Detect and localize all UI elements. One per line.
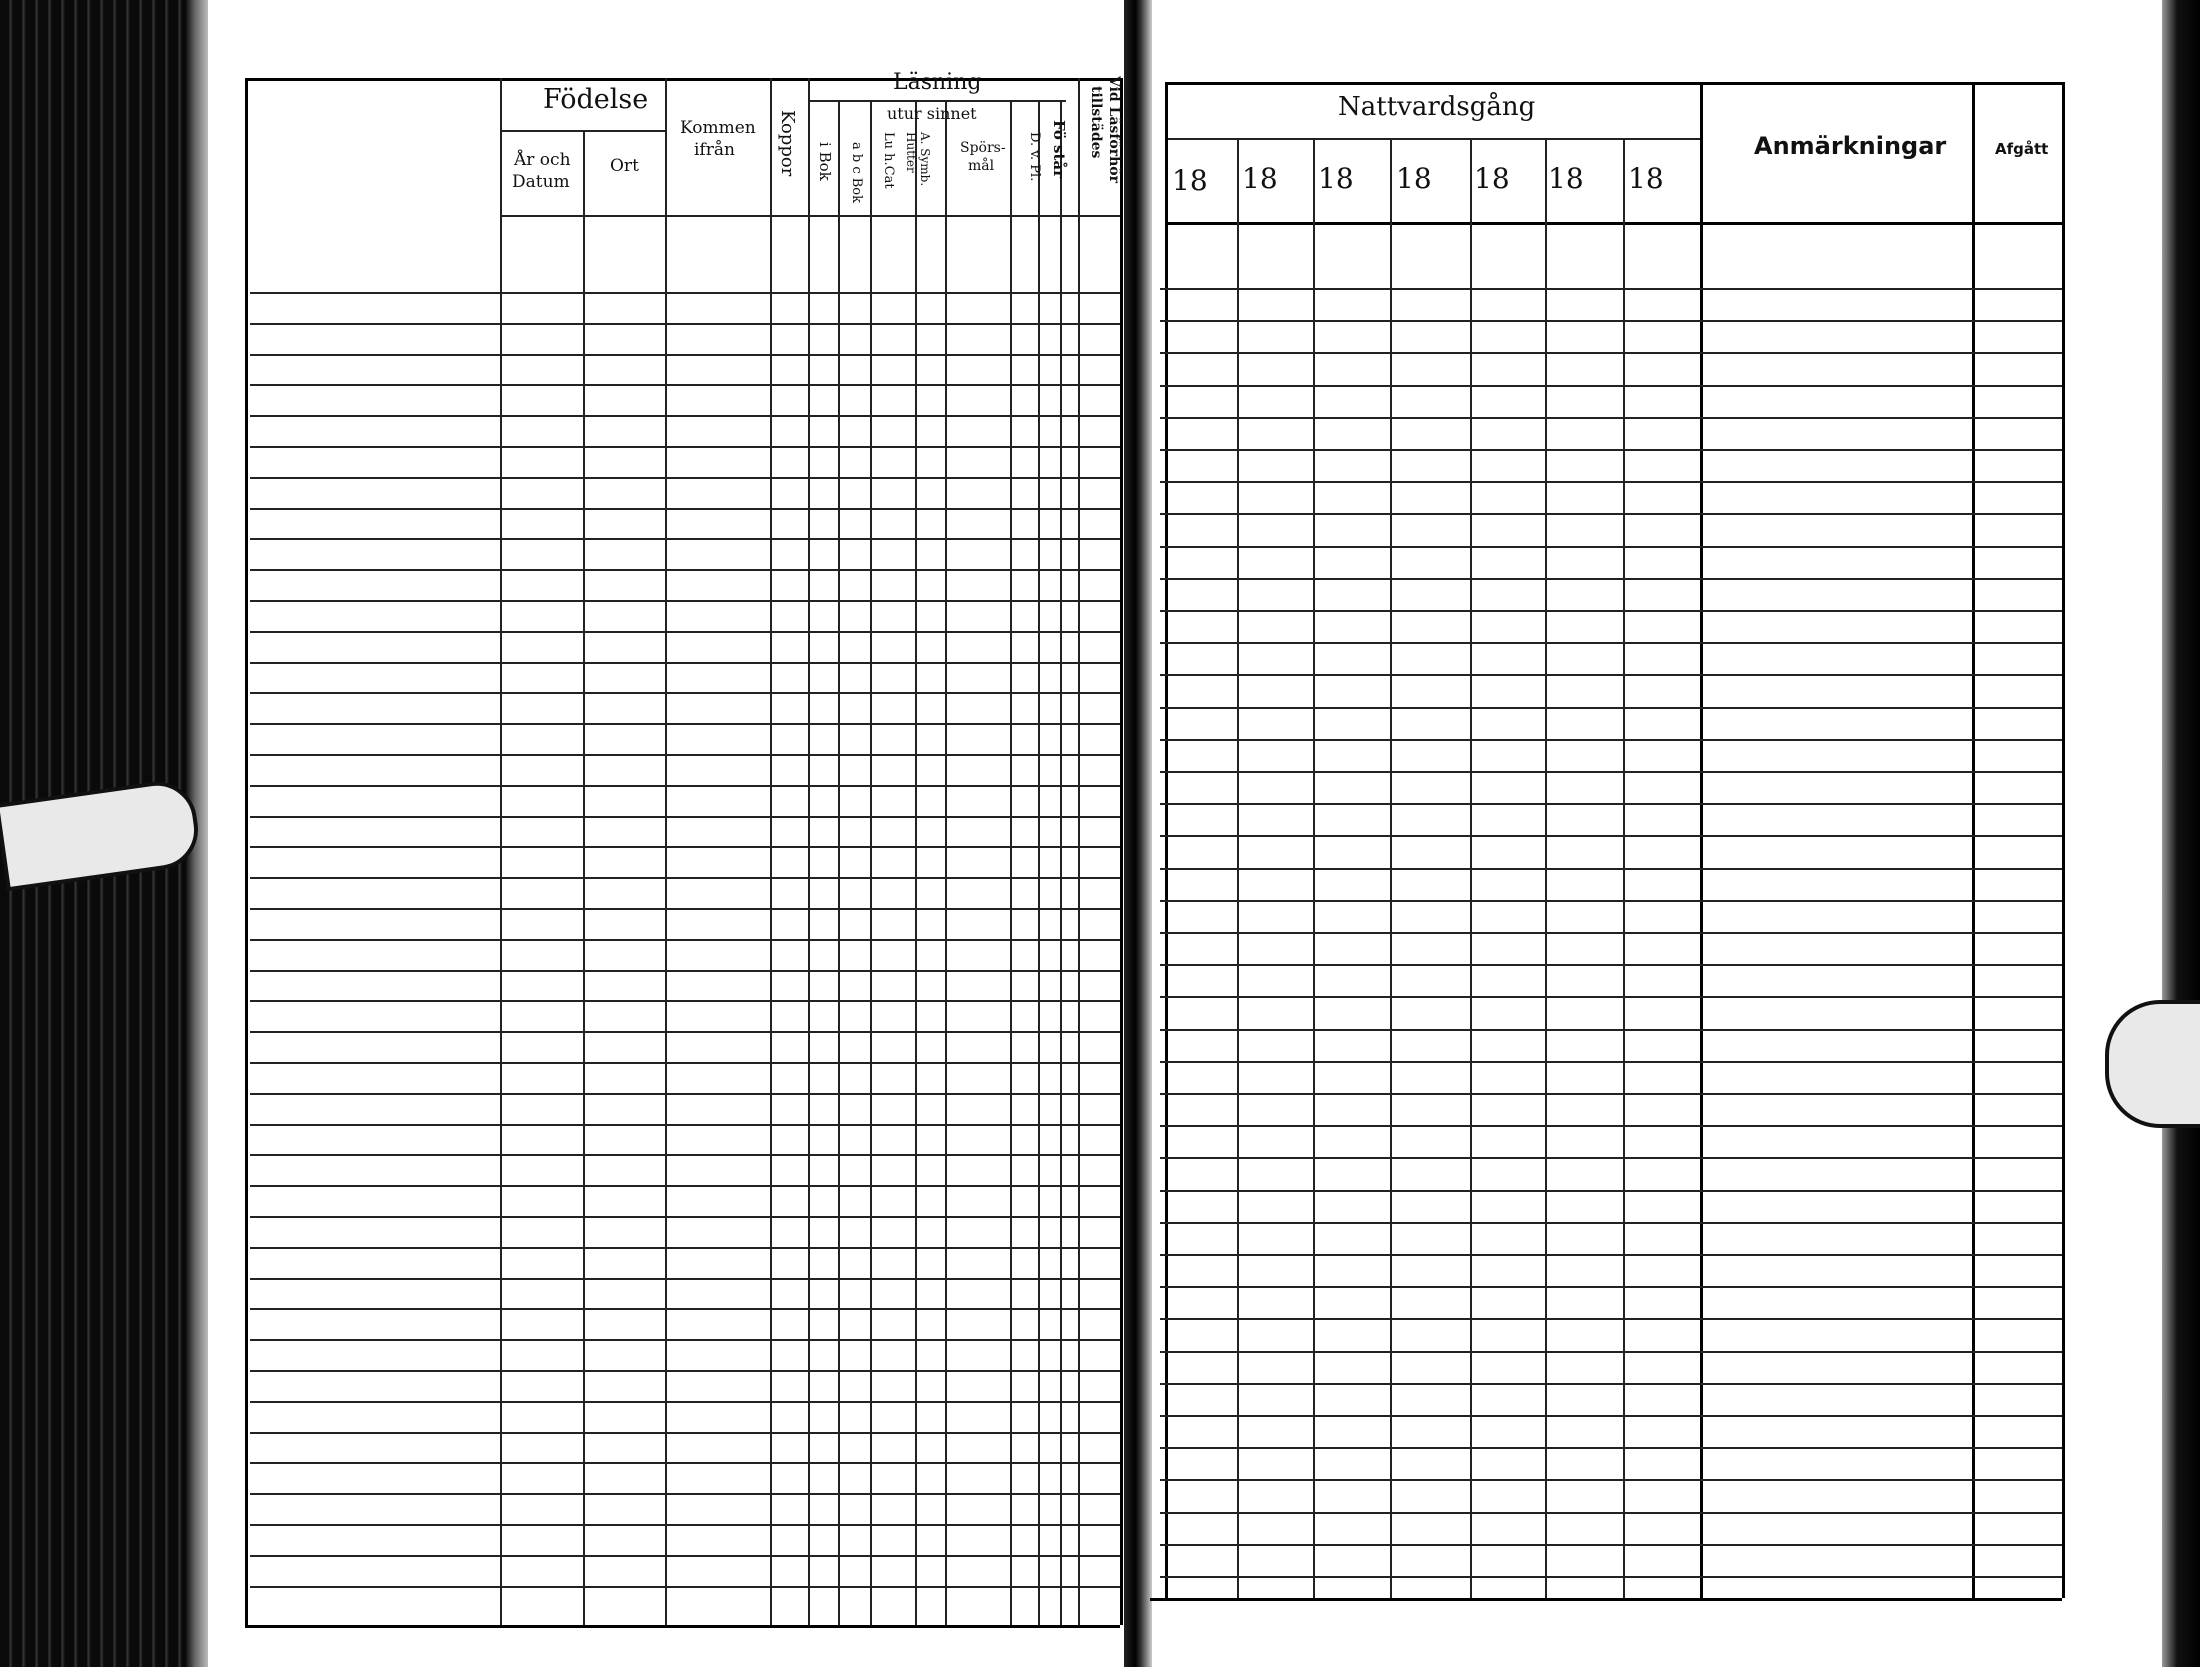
right-row-rule — [1160, 1479, 2062, 1481]
right-row-rule — [1160, 352, 2062, 354]
left-col-rule — [915, 100, 917, 1625]
left-header-rule — [500, 215, 1120, 217]
header-year-3: 18 — [1318, 162, 1354, 195]
left-col-rule — [665, 78, 667, 1625]
left-row-rule — [250, 1432, 1120, 1434]
right-row-rule — [1160, 739, 2062, 741]
left-row-rule — [250, 816, 1120, 818]
left-row-rule — [250, 1493, 1120, 1495]
left-col-rule — [1078, 78, 1080, 1625]
right-nattvard-subrule — [1165, 138, 1700, 140]
right-row-rule — [1160, 707, 2062, 709]
right-row-rule — [1160, 1286, 2062, 1288]
left-row-rule — [250, 292, 1120, 294]
right-row-rule — [1160, 964, 2062, 966]
left-col-rule — [808, 78, 810, 1625]
left-row-rule — [250, 1062, 1120, 1064]
right-row-rule — [1160, 578, 2062, 580]
header-year-4: 18 — [1396, 162, 1432, 195]
right-bottom-rule — [1150, 1598, 2062, 1601]
left-row-rule — [250, 908, 1120, 910]
right-col-rule — [1165, 82, 1168, 1598]
header-sporsmal-1: Spörs- — [960, 140, 1006, 156]
header-ar-och: År och — [514, 150, 571, 170]
right-row-rule — [1160, 1351, 2062, 1353]
left-row-rule — [250, 785, 1120, 787]
right-row-rule — [1160, 835, 2062, 837]
left-row-rule — [250, 1462, 1120, 1464]
right-row-rule — [1160, 868, 2062, 870]
left-row-rule — [250, 1524, 1120, 1526]
left-row-rule — [250, 1093, 1120, 1095]
left-row-rule — [250, 970, 1120, 972]
header-sporsmal-2: mål — [968, 158, 995, 174]
header-year-6: 18 — [1548, 162, 1584, 195]
left-row-rule — [250, 538, 1120, 540]
header-kommen: Kommen — [680, 118, 756, 138]
left-row-rule — [250, 600, 1120, 602]
header-afgatt: Afgått — [1995, 140, 2049, 158]
right-row-rule — [1160, 1254, 2062, 1256]
right-row-rule — [1160, 385, 2062, 387]
left-row-rule — [250, 1308, 1120, 1310]
header-d-v-pl: D. v. Pl. — [1027, 132, 1042, 182]
left-row-rule — [250, 1216, 1120, 1218]
left-row-rule — [250, 1586, 1120, 1588]
left-top-rule — [245, 78, 1120, 81]
left-row-rule — [250, 1247, 1120, 1249]
right-row-rule — [1160, 1415, 2062, 1417]
right-row-rule — [1160, 1093, 2062, 1095]
left-row-rule — [250, 1339, 1120, 1341]
right-col-rule — [2062, 82, 2065, 1598]
left-row-rule — [250, 877, 1120, 879]
header-utur-sinnet: utur sinnet — [887, 104, 977, 123]
left-row-rule — [250, 415, 1120, 417]
left-row-rule — [250, 477, 1120, 479]
right-row-rule — [1160, 932, 2062, 934]
right-top-rule — [1165, 82, 2062, 85]
left-row-rule — [250, 723, 1120, 725]
right-row-rule — [1160, 1190, 2062, 1192]
right-row-rule — [1160, 1383, 2062, 1385]
left-row-rule — [250, 846, 1120, 848]
header-i-bok: i Bok — [816, 142, 834, 181]
header-year-5: 18 — [1474, 162, 1510, 195]
right-row-rule — [1160, 513, 2062, 515]
left-row-rule — [250, 1370, 1120, 1372]
right-row-rule — [1160, 1544, 2062, 1546]
header-vid-lasforhor: Vid Läsförhör — [1106, 76, 1122, 184]
right-col-rule — [1700, 82, 1703, 1598]
left-row-rule — [250, 1401, 1120, 1403]
left-col-rule — [1010, 100, 1012, 1625]
right-row-rule — [1160, 610, 2062, 612]
right-row-rule — [1160, 1157, 2062, 1159]
left-col-rule — [245, 78, 248, 1625]
left-row-rule — [250, 692, 1120, 694]
right-row-rule — [1160, 1125, 2062, 1127]
right-row-rule — [1160, 449, 2062, 451]
left-col-rule — [945, 100, 947, 1625]
header-year-1: 18 — [1172, 164, 1208, 197]
right-row-rule — [1160, 642, 2062, 644]
right-row-rule — [1160, 803, 2062, 805]
left-row-rule — [250, 1000, 1120, 1002]
right-row-rule — [1160, 771, 2062, 773]
header-ifran: ifrån — [694, 140, 735, 160]
right-row-rule — [1160, 288, 2062, 290]
header-koppor: Koppor — [777, 110, 798, 177]
left-row-rule — [250, 1185, 1120, 1187]
left-row-rule — [250, 354, 1120, 356]
right-row-rule — [1160, 1447, 2062, 1449]
left-col-rule — [770, 78, 772, 1625]
right-row-rule — [1160, 1318, 2062, 1320]
right-row-rule — [1160, 900, 2062, 902]
header-nattvardsgang: Nattvardsgång — [1338, 92, 1536, 122]
header-datum: Datum — [512, 172, 570, 192]
header-luth-cat: Lu h.Cat — [881, 132, 896, 189]
left-row-rule — [250, 1555, 1120, 1557]
left-row-rule — [250, 662, 1120, 664]
left-row-rule — [250, 1124, 1120, 1126]
page-edge-right — [2162, 0, 2200, 1667]
header-year-7: 18 — [1628, 162, 1664, 195]
header-hutter: Hutter — [904, 132, 918, 173]
header-year-2: 18 — [1242, 162, 1278, 195]
header-ort: Ort — [610, 156, 639, 176]
left-row-rule — [250, 1278, 1120, 1280]
left-row-rule — [250, 446, 1120, 448]
right-row-rule — [1160, 1061, 2062, 1063]
right-row-rule — [1160, 996, 2062, 998]
right-row-rule — [1160, 1576, 2062, 1578]
right-row-rule — [1160, 674, 2062, 676]
left-col-rule — [1038, 100, 1040, 1625]
header-a-symb: A. Symb. — [918, 132, 932, 187]
header-tillstades: tillstädes — [1088, 86, 1104, 159]
right-header-rule — [1165, 222, 2062, 225]
right-row-rule — [1160, 1029, 2062, 1031]
left-row-rule — [250, 508, 1120, 510]
left-col-rule — [870, 100, 872, 1625]
left-col-rule — [1120, 78, 1123, 1625]
header-lasning: Läsning — [893, 70, 982, 95]
right-row-rule — [1160, 1512, 2062, 1514]
left-lasning-subrule — [808, 100, 1066, 102]
left-col-rule — [500, 78, 502, 1625]
right-row-rule — [1160, 1222, 2062, 1224]
right-row-rule — [1160, 320, 2062, 322]
header-forstar: Fö står — [1050, 120, 1068, 179]
book-gutter — [1124, 0, 1152, 1667]
left-row-rule — [250, 754, 1120, 756]
left-row-rule — [250, 569, 1120, 571]
left-row-rule — [250, 384, 1120, 386]
right-row-rule — [1160, 417, 2062, 419]
left-col-rule — [1060, 100, 1062, 1625]
header-anmarkningar: Anmärkningar — [1754, 132, 1947, 160]
right-row-rule — [1160, 481, 2062, 483]
left-bottom-rule — [245, 1625, 1120, 1628]
right-col-rule — [1972, 82, 1975, 1598]
header-abc-bok: a b c Bok — [849, 142, 864, 204]
left-row-rule — [250, 1031, 1120, 1033]
header-fodelse: Födelse — [543, 84, 649, 115]
page-tab-right — [2105, 1000, 2200, 1128]
left-row-rule — [250, 323, 1120, 325]
right-row-rule — [1160, 546, 2062, 548]
left-col-rule — [838, 100, 840, 1625]
left-row-rule — [250, 1154, 1120, 1156]
left-row-rule — [250, 939, 1120, 941]
left-row-rule — [250, 631, 1120, 633]
